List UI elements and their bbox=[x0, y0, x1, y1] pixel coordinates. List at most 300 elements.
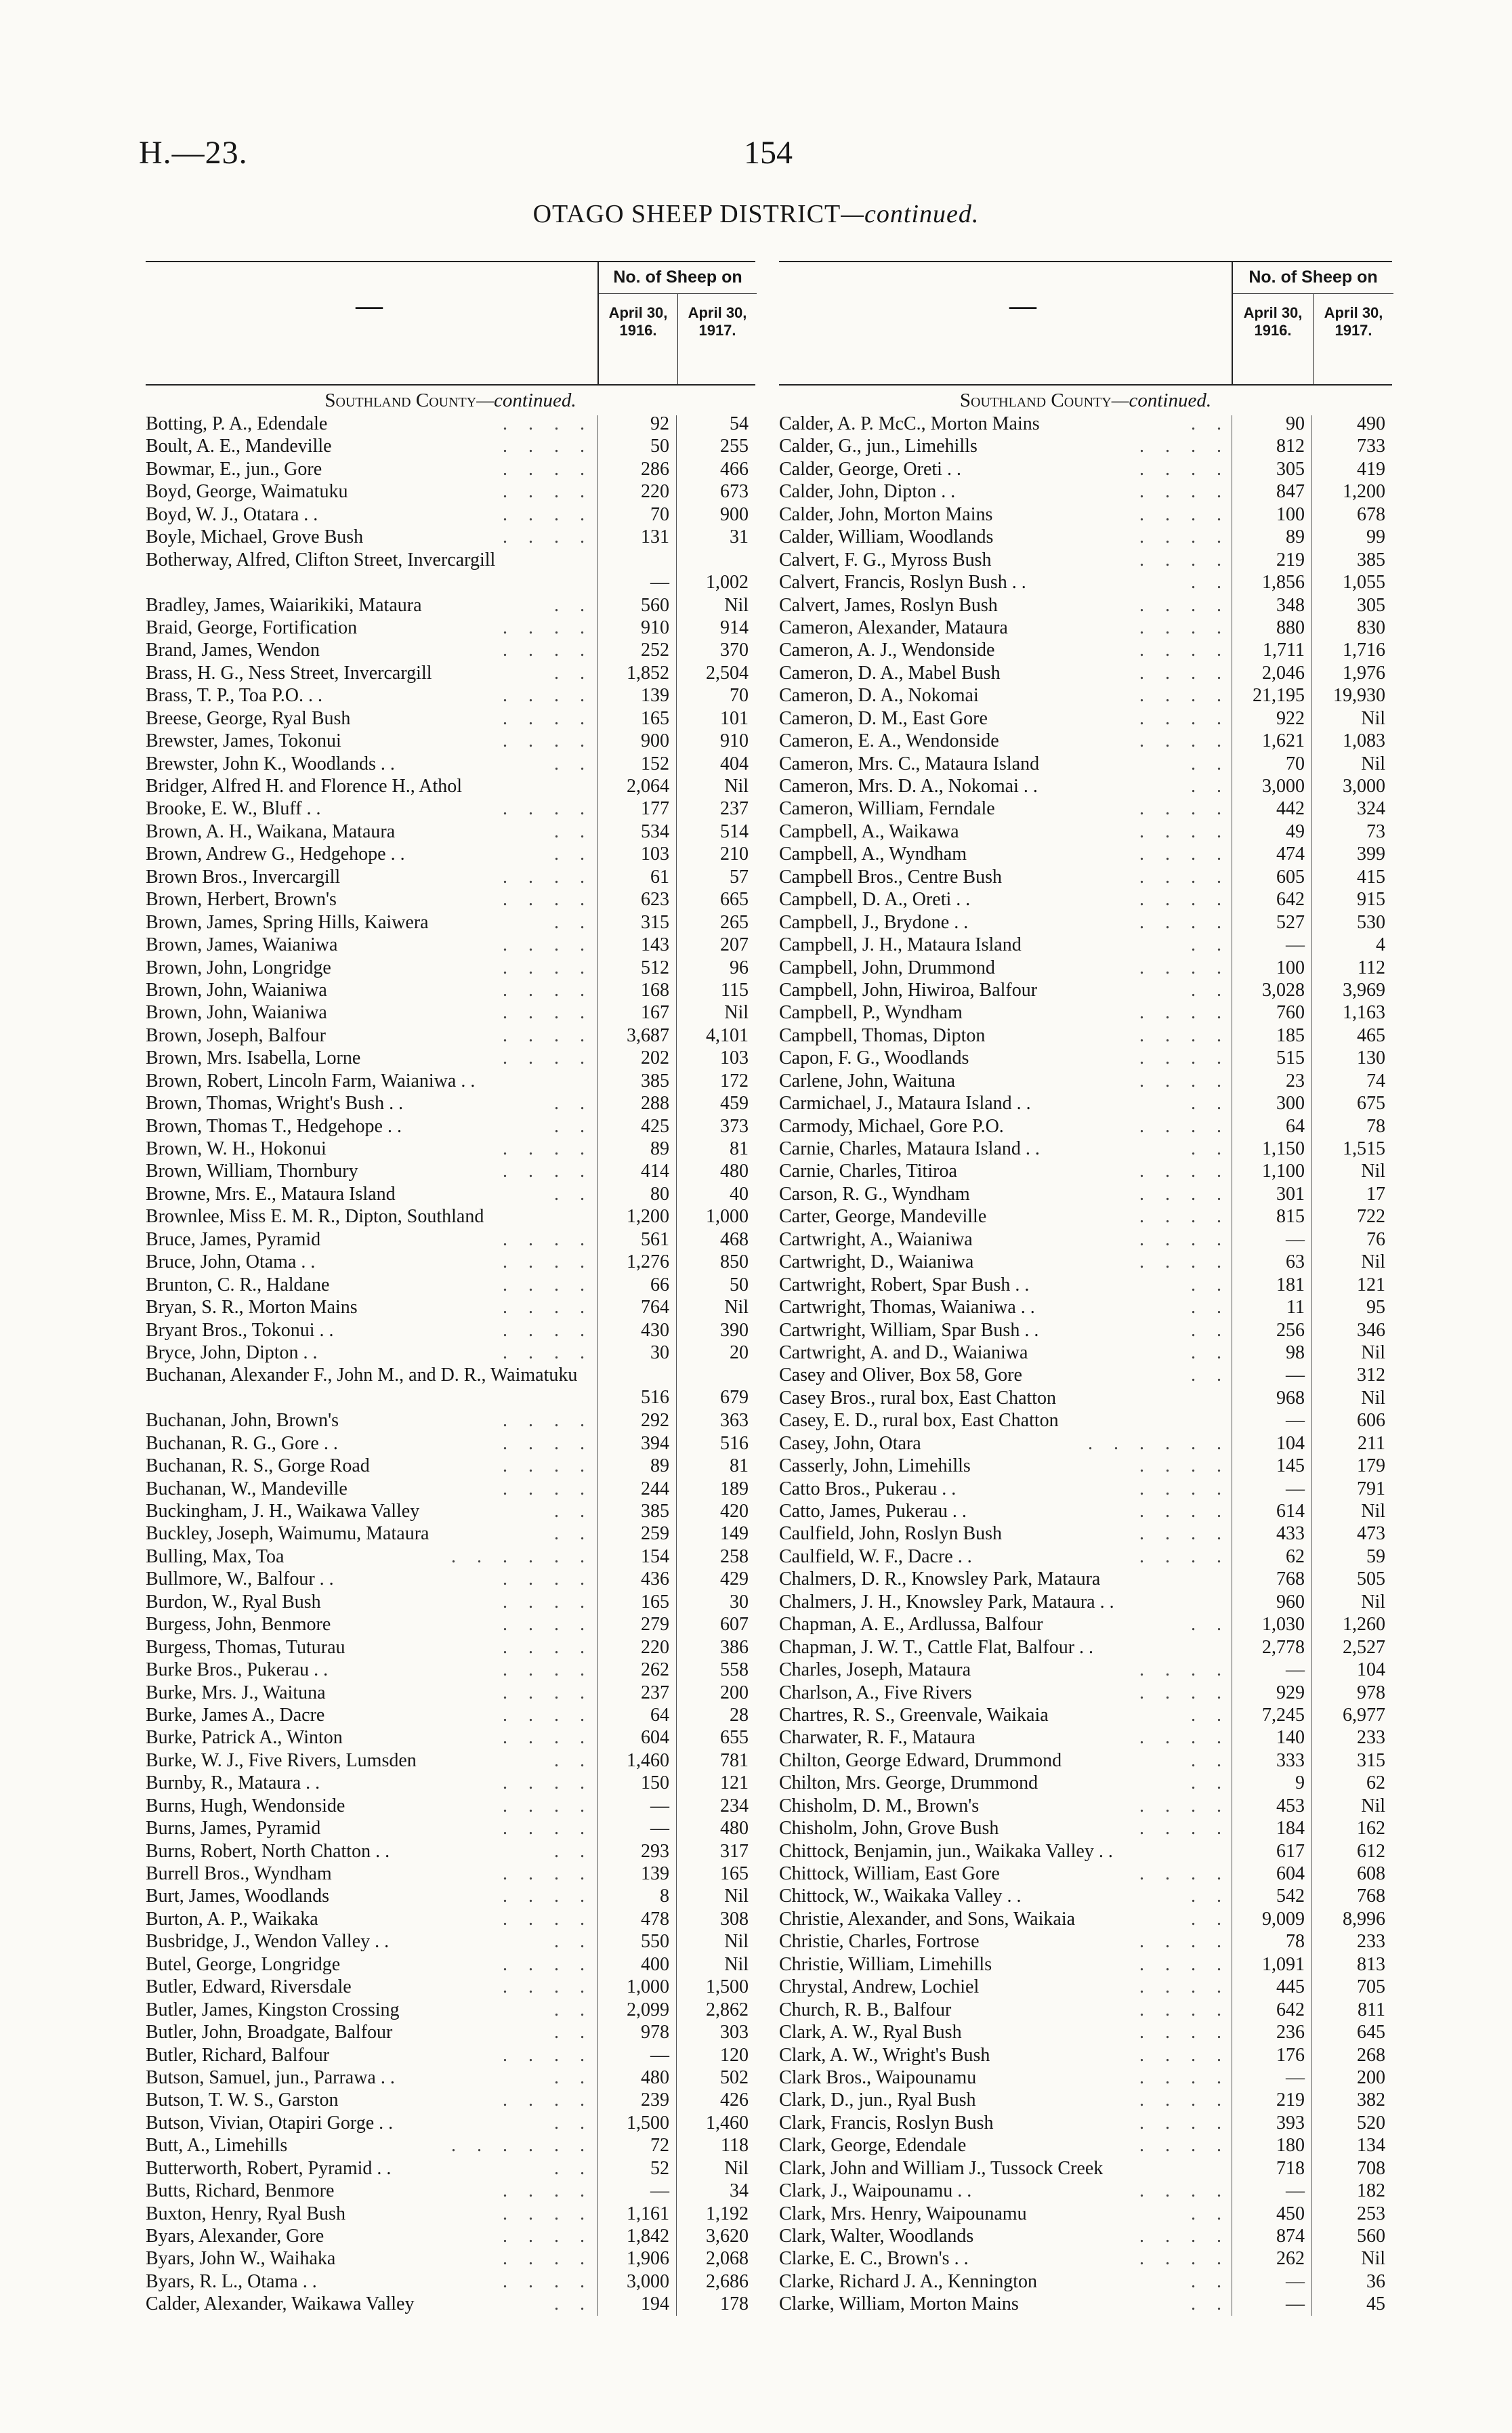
table-row bbox=[779, 1930, 1392, 1953]
sheep-1917-value: 253 bbox=[1357, 2203, 1385, 2224]
holder-name: Cameron, Mrs. D. A., Nokomai . . bbox=[779, 776, 1038, 797]
table-row bbox=[779, 2112, 1392, 2134]
sheep-1917-value: 645 bbox=[1357, 2022, 1385, 2043]
table-row bbox=[779, 1160, 1392, 1182]
sheep-1916-value: 3,687 bbox=[627, 1024, 669, 1046]
holder-name: Cameron, E. A., Wendonside bbox=[779, 730, 999, 752]
sheep-1916-value: 3,028 bbox=[1262, 979, 1305, 1001]
sheep-1917-value: 96 bbox=[730, 957, 749, 978]
holder-name: Chittock, William, East Gore bbox=[779, 1863, 1000, 1884]
leader-dots: . . bbox=[554, 1093, 593, 1115]
sheep-1916-value: — bbox=[650, 2180, 669, 2202]
holder-name: Calder, George, Oreti . . bbox=[779, 458, 961, 480]
sheep-1917-value: 1,460 bbox=[706, 2112, 749, 2134]
sheep-1916-value: 177 bbox=[641, 798, 669, 820]
sheep-1916-value: 1,091 bbox=[1262, 1953, 1305, 1975]
sheep-1916-value: 623 bbox=[641, 889, 669, 911]
holder-name: Campbell, John, Hiwiroa, Balfour bbox=[779, 979, 1038, 1001]
sheep-1917-value: 234 bbox=[720, 1795, 749, 1816]
table-row bbox=[146, 2134, 755, 2157]
sheep-1916-value: 604 bbox=[1276, 1863, 1305, 1884]
sheep-1916-value: 1,000 bbox=[627, 1976, 669, 1998]
sheep-1916-value: 1,161 bbox=[627, 2203, 669, 2224]
table-row bbox=[146, 1726, 755, 1749]
section-heading: Southland County—continued. bbox=[324, 390, 576, 411]
leader-dots: . . . . bbox=[1139, 1047, 1230, 1069]
leader-dots: . . . . bbox=[503, 436, 593, 457]
table-row bbox=[779, 1455, 1392, 1477]
holder-name: Browne, Mrs. E., Mataura Island bbox=[146, 1183, 396, 1205]
sheep-1916-value: 534 bbox=[641, 820, 669, 842]
holder-name: Campbell, A., Wyndham bbox=[779, 844, 967, 865]
holder-name: Church, R. B., Balfour bbox=[779, 1999, 952, 2020]
table-row bbox=[146, 730, 755, 752]
leader-dots: . . . . bbox=[1139, 1206, 1230, 1228]
table-row bbox=[146, 2157, 755, 2180]
sheep-1917-value: 346 bbox=[1357, 1319, 1385, 1341]
table-row bbox=[779, 2066, 1392, 2089]
sheep-1917-value: 6,977 bbox=[1343, 1704, 1385, 1726]
table-row bbox=[146, 2293, 755, 2315]
sheep-1917-value: 172 bbox=[720, 1070, 749, 1091]
sheep-1917-value: 34 bbox=[730, 2180, 749, 2202]
sheep-1916-value: 104 bbox=[1276, 1432, 1305, 1454]
sheep-1916-value: 560 bbox=[641, 594, 669, 616]
table-row bbox=[146, 526, 755, 548]
table-row bbox=[146, 1522, 755, 1545]
sheep-1916-value: 1,030 bbox=[1262, 1614, 1305, 1636]
holder-name: Bryant Bros., Tokonui . . bbox=[146, 1319, 334, 1341]
holder-name: Calder, John, Morton Mains bbox=[779, 503, 993, 525]
sheep-1916-value: 425 bbox=[641, 1115, 669, 1137]
holder-name: Christie, Alexander, and Sons, Waikaia bbox=[779, 1908, 1076, 1930]
sheep-1917-value: 178 bbox=[720, 2293, 749, 2315]
holder-name: Caulfield, John, Roslyn Bush bbox=[779, 1523, 1003, 1545]
sheep-1916-value: 847 bbox=[1276, 481, 1305, 503]
table-row bbox=[146, 549, 755, 594]
leader-dots: . . . . bbox=[1139, 640, 1230, 661]
leader-dots: . . . . bbox=[1139, 1070, 1230, 1091]
leader-dots: . . . . bbox=[503, 1704, 593, 1726]
sheep-1916-value: 237 bbox=[641, 1682, 669, 1703]
sheep-1916-value: 165 bbox=[641, 707, 669, 729]
sheep-1917-value: 404 bbox=[720, 753, 749, 774]
sheep-1917-value: 20 bbox=[730, 1342, 749, 1363]
sheep-1917-value: 233 bbox=[1357, 1931, 1385, 1953]
holder-name: Bullmore, W., Balfour . . bbox=[146, 1568, 334, 1590]
leader-dots: . . bbox=[1191, 979, 1230, 1001]
sheep-1917-value: 382 bbox=[1357, 2089, 1385, 2111]
leader-dots: . . bbox=[554, 1501, 593, 1522]
sheep-1917-value: 813 bbox=[1357, 1953, 1385, 1975]
leader-dots: . . . . bbox=[503, 1455, 593, 1477]
holder-name: Butts, Richard, Benmore bbox=[146, 2180, 335, 2202]
leader-dots: . . . . bbox=[1139, 1976, 1230, 1998]
holder-name: Chilton, George Edward, Drummond bbox=[779, 1749, 1062, 1771]
table-row bbox=[146, 1704, 755, 1726]
table-row bbox=[146, 1047, 755, 1069]
sheep-1917-value: 363 bbox=[720, 1410, 749, 1432]
sheep-1916-value: 262 bbox=[641, 1659, 669, 1681]
holder-name: Burns, Hugh, Wendonside bbox=[146, 1795, 345, 1816]
leader-dots: . . . . bbox=[503, 889, 593, 911]
sheep-1916-value: 185 bbox=[1276, 1024, 1305, 1046]
table-row bbox=[146, 888, 755, 911]
table-row bbox=[779, 1274, 1392, 1296]
sheep-1916-value: — bbox=[1286, 1478, 1305, 1499]
sheep-1916-value: 880 bbox=[1276, 617, 1305, 638]
sheep-1916-value: 1,842 bbox=[627, 2226, 669, 2247]
holder-name: Clarke, E. C., Brown's . . bbox=[779, 2248, 969, 2270]
holder-name: Carnie, Charles, Titiroa bbox=[779, 1161, 957, 1182]
sheep-1917-value: 733 bbox=[1357, 436, 1385, 457]
sheep-1916-value: 92 bbox=[650, 413, 669, 434]
table-row bbox=[779, 2021, 1392, 2043]
sheep-1916-value: 516 bbox=[641, 1387, 669, 1409]
sheep-1917-value: 36 bbox=[1366, 2270, 1385, 2292]
holder-name: Bruce, James, Pyramid bbox=[146, 1228, 321, 1250]
holder-name: Clarke, William, Morton Mains bbox=[779, 2293, 1019, 2315]
holder-name: Chalmers, J. H., Knowsley Park, Mataura . . bbox=[779, 1591, 1114, 1613]
table-row bbox=[779, 1500, 1392, 1522]
table-row bbox=[146, 843, 755, 865]
holder-name: Chapman, A. E., Ardlussa, Balfour bbox=[779, 1614, 1043, 1636]
sheep-1917-value: 560 bbox=[1357, 2226, 1385, 2247]
table-row bbox=[779, 2225, 1392, 2247]
holder-name: Cartwright, Thomas, Waianiwa . . bbox=[779, 1297, 1035, 1318]
sheep-1916-value: 1,852 bbox=[627, 662, 669, 684]
table-row bbox=[779, 1432, 1392, 1455]
leader-dots: . . . . bbox=[1139, 730, 1230, 752]
holder-name: Brown, Thomas T., Hedgehope . . bbox=[146, 1115, 402, 1137]
table-row bbox=[146, 1908, 755, 1930]
table-row bbox=[146, 1636, 755, 1659]
leader-dots: . . . . bbox=[503, 1024, 593, 1046]
sheep-1916-value: 181 bbox=[1276, 1274, 1305, 1295]
sheep-1916-value: 64 bbox=[1286, 1115, 1305, 1137]
leader-dots: . . bbox=[554, 1840, 593, 1862]
sheep-1917-value: 31 bbox=[730, 526, 749, 548]
leader-dots: . . . . bbox=[503, 1614, 593, 1636]
sheep-1917-value: 480 bbox=[720, 1161, 749, 1182]
sheep-1917-value: 3,969 bbox=[1343, 979, 1385, 1001]
leader-dots: . . bbox=[554, 662, 593, 684]
title-suffix: —continued. bbox=[841, 200, 980, 228]
leader-dots: . . . . bbox=[1139, 1953, 1230, 1975]
leader-dots: . . . . bbox=[1139, 1002, 1230, 1024]
table-row bbox=[779, 1205, 1392, 1228]
sheep-1916-value: 1,150 bbox=[1262, 1138, 1305, 1159]
sheep-1916-value: 1,100 bbox=[1262, 1161, 1305, 1182]
holder-name: Christie, Charles, Fortrose bbox=[779, 1931, 980, 1953]
sheep-1917-value: 386 bbox=[720, 1636, 749, 1658]
sheep-1917-value: 612 bbox=[1357, 1840, 1385, 1862]
holder-name: Cameron, Alexander, Mataura bbox=[779, 617, 1008, 638]
sheep-1917-value: 915 bbox=[1357, 889, 1385, 911]
sheep-1917-value: 8,996 bbox=[1343, 1908, 1385, 1930]
sheep-1916-value: 219 bbox=[1276, 2089, 1305, 2111]
sheep-1917-value: 130 bbox=[1357, 1047, 1385, 1069]
holder-name: Botherway, Alfred, Clifton Street, Invercargill bbox=[146, 549, 496, 570]
holder-name: Caulfield, W. F., Dacre . . bbox=[779, 1545, 972, 1567]
holder-name: Clark, Walter, Woodlands bbox=[779, 2226, 974, 2247]
holder-name: Clark Bros., Waipounamu bbox=[779, 2066, 977, 2088]
holder-name: Buchanan, John, Brown's bbox=[146, 1410, 339, 1432]
holder-name: Brown, Mrs. Isabella, Lorne bbox=[146, 1047, 361, 1069]
leader-dots: . . . . bbox=[503, 798, 593, 820]
sheep-1916-value: 1,711 bbox=[1263, 640, 1305, 661]
title-main: OTAGO SHEEP DISTRICT bbox=[532, 200, 841, 228]
holder-name: Chrystal, Andrew, Lochiel bbox=[779, 1976, 980, 1998]
sheep-1916-value: 445 bbox=[1276, 1976, 1305, 1998]
leader-dots: . . . . bbox=[1139, 1795, 1230, 1816]
sheep-1917-value: 373 bbox=[720, 1115, 749, 1137]
leader-dots: . . . . bbox=[1139, 2180, 1230, 2202]
holder-name: Brass, H. G., Ness Street, Invercargill bbox=[146, 662, 432, 684]
sheep-1916-value: 385 bbox=[641, 1501, 669, 1522]
holder-name: Brown, William, Thornbury bbox=[146, 1161, 358, 1182]
sheep-1917-value: 1,192 bbox=[706, 2203, 749, 2224]
sheep-1916-value: 49 bbox=[1286, 820, 1305, 842]
sheep-1916-value: 480 bbox=[641, 2066, 669, 2088]
sheep-1916-value: 450 bbox=[1276, 2203, 1305, 2224]
sheep-1917-value: 490 bbox=[1357, 413, 1385, 434]
leader-dots: . . . . bbox=[1139, 1931, 1230, 1953]
sheep-1917-value: 28 bbox=[730, 1704, 749, 1726]
leader-dots: . . . . bbox=[1139, 503, 1230, 525]
col-1916-header: April 30, 1916. bbox=[608, 304, 668, 339]
sheep-1916-value: 236 bbox=[1276, 2022, 1305, 2043]
sheep-count-title: No. of Sheep on bbox=[613, 268, 742, 287]
holder-name: Catto Bros., Pukerau . . bbox=[779, 1478, 957, 1499]
sheep-1916-value: 98 bbox=[1286, 1342, 1305, 1363]
sheep-1917-value: 59 bbox=[1366, 1545, 1385, 1567]
table-row bbox=[146, 1001, 755, 1024]
sheep-1917-value: 608 bbox=[1357, 1863, 1385, 1884]
sheep-1916-value: 301 bbox=[1276, 1183, 1305, 1205]
leader-dots: . . . . bbox=[503, 1568, 593, 1590]
holder-name: Brown, Andrew G., Hedgehope . . bbox=[146, 844, 405, 865]
sheep-1916-value: 430 bbox=[641, 1319, 669, 1341]
sheep-1916-value: 385 bbox=[641, 1070, 669, 1091]
sheep-1916-value: 874 bbox=[1276, 2226, 1305, 2247]
holder-name: Boyle, Michael, Grove Bush bbox=[146, 526, 364, 548]
sheep-1916-value: 293 bbox=[641, 1840, 669, 1862]
sheep-1916-value: 139 bbox=[641, 1863, 669, 1885]
table-row bbox=[779, 1795, 1392, 1817]
leader-dots: . . bbox=[1191, 776, 1230, 797]
holder-name: Burnby, R., Mataura . . bbox=[146, 1772, 320, 1794]
leader-dots: . . . . bbox=[503, 1772, 593, 1794]
leader-dots: . . . . bbox=[503, 2180, 593, 2202]
holder-name: Catto, James, Pukerau . . bbox=[779, 1501, 967, 1522]
sheep-1916-value: — bbox=[650, 1818, 669, 1839]
holder-name: Cartwright, D., Waianiwa bbox=[779, 1251, 974, 1273]
table-row bbox=[146, 1364, 755, 1409]
holder-name: Burke Bros., Pukerau . . bbox=[146, 1659, 329, 1681]
table-row bbox=[779, 1772, 1392, 1794]
sheep-1916-value: — bbox=[1286, 2270, 1305, 2292]
holder-name: Calder, A. P. McC., Morton Mains bbox=[779, 413, 1040, 434]
table-row bbox=[146, 1817, 755, 1839]
table-row bbox=[779, 1138, 1392, 1160]
sheep-1917-value: Nil bbox=[724, 1931, 749, 1953]
table-row bbox=[146, 1930, 755, 1953]
holder-name: Clark, A. W., Wright's Bush bbox=[779, 2044, 990, 2066]
holder-name: Burke, Mrs. J., Waituna bbox=[146, 1682, 326, 1703]
sheep-1916-value: — bbox=[1286, 1410, 1305, 1432]
sheep-1916-value: 394 bbox=[641, 1432, 669, 1454]
sheep-1916-value: 262 bbox=[1276, 2248, 1305, 2270]
sheep-1916-value: — bbox=[650, 1795, 669, 1816]
holder-name: Brewster, John K., Woodlands . . bbox=[146, 753, 395, 774]
sheep-1917-value: 81 bbox=[730, 1455, 749, 1477]
table-body bbox=[779, 388, 1392, 2316]
sheep-1917-value: Nil bbox=[1361, 1795, 1385, 1816]
table-row bbox=[779, 1545, 1392, 1568]
table-row bbox=[146, 1342, 755, 1364]
holder-name: Boyd, George, Waimatuku bbox=[146, 481, 348, 503]
sheep-1917-value: Nil bbox=[724, 1886, 749, 1907]
sheep-1917-value: Nil bbox=[1361, 2248, 1385, 2270]
table-row bbox=[146, 1092, 755, 1115]
leader-dots: . . . . bbox=[1139, 1659, 1230, 1681]
sheep-1916-value: 139 bbox=[641, 685, 669, 707]
holder-name: Cartwright, A., Waianiwa bbox=[779, 1228, 973, 1250]
sheep-1917-value: 607 bbox=[720, 1614, 749, 1636]
sheep-1916-value: 453 bbox=[1276, 1795, 1305, 1816]
holder-name: Cameron, D. A., Nokomai bbox=[779, 685, 979, 707]
table-row bbox=[779, 911, 1392, 934]
table-row bbox=[146, 1251, 755, 1273]
leader-dots: . . . . bbox=[503, 1682, 593, 1703]
sheep-1916-value: 348 bbox=[1276, 594, 1305, 616]
sheep-1917-value: 606 bbox=[1357, 1410, 1385, 1432]
sheep-1917-value: 78 bbox=[1366, 1115, 1385, 1137]
table-row bbox=[146, 1500, 755, 1522]
leader-dots: . . . . bbox=[503, 979, 593, 1001]
sheep-1916-value: 288 bbox=[641, 1093, 669, 1115]
col-1916-header: April 30, 1916. bbox=[1243, 304, 1303, 339]
leader-dots: . . . . bbox=[503, 1319, 593, 1341]
table-row bbox=[779, 1183, 1392, 1205]
leader-dots: . . bbox=[1191, 1274, 1230, 1295]
table-row bbox=[779, 1001, 1392, 1024]
leader-dots: . . . . bbox=[503, 413, 593, 434]
sheep-1917-value: 315 bbox=[1357, 1749, 1385, 1771]
sheep-1916-value: 80 bbox=[650, 1183, 669, 1205]
sheep-1916-value: 202 bbox=[641, 1047, 669, 1069]
sheep-1916-value: 72 bbox=[650, 2135, 669, 2157]
sheep-1917-value: 768 bbox=[1357, 1886, 1385, 1907]
sheep-1917-value: 914 bbox=[720, 617, 749, 638]
sheep-1916-value: 100 bbox=[1276, 503, 1305, 525]
sheep-1916-value: 812 bbox=[1276, 436, 1305, 457]
table-row bbox=[779, 2180, 1392, 2202]
sheep-1916-value: 61 bbox=[650, 866, 669, 888]
sheep-1916-value: 131 bbox=[641, 526, 669, 548]
holder-name: Bowmar, E., jun., Gore bbox=[146, 458, 322, 480]
sheep-1916-value: 11 bbox=[1286, 1297, 1305, 1318]
leader-dots: . . . . bbox=[1139, 2112, 1230, 2134]
holder-name: Brown, W. H., Hokonui bbox=[146, 1138, 327, 1160]
holder-name: Boyd, W. J., Otatara . . bbox=[146, 503, 318, 525]
sheep-1916-value: 2,099 bbox=[627, 1999, 669, 2020]
sheep-1917-value: 74 bbox=[1366, 1070, 1385, 1091]
sheep-1917-value: 1,000 bbox=[706, 1206, 749, 1228]
leader-dots: . . bbox=[1191, 1614, 1230, 1636]
sheep-1917-value: 558 bbox=[720, 1659, 749, 1681]
table-row bbox=[779, 1364, 1392, 1386]
table-row bbox=[779, 2134, 1392, 2157]
holder-name: Cameron, William, Ferndale bbox=[779, 798, 995, 820]
sheep-1917-value: 791 bbox=[1357, 1478, 1385, 1499]
sheep-1917-value: 415 bbox=[1357, 866, 1385, 888]
leader-dots: . . . . bbox=[1139, 1115, 1230, 1137]
sheep-1917-value: 19,930 bbox=[1333, 685, 1385, 707]
leader-dots: . . . . bbox=[503, 1818, 593, 1839]
holder-name: Buckingham, J. H., Waikawa Valley bbox=[146, 1501, 420, 1522]
holder-name: Bulling, Max, Toa bbox=[146, 1545, 285, 1567]
sheep-1917-value: 830 bbox=[1357, 617, 1385, 638]
table-row bbox=[779, 662, 1392, 684]
holder-name: Clark, Francis, Roslyn Bush bbox=[779, 2112, 994, 2134]
table-row bbox=[146, 662, 755, 684]
holder-name: Chartres, R. S., Greenvale, Waikaia bbox=[779, 1704, 1049, 1726]
leader-dots: . . bbox=[554, 1183, 593, 1205]
leader-dots: . . . . bbox=[503, 1047, 593, 1069]
holder-name: Burns, Robert, North Chatton . . bbox=[146, 1840, 390, 1862]
holder-name: Campbell, John, Drummond bbox=[779, 957, 995, 978]
sheep-1917-value: 200 bbox=[720, 1682, 749, 1703]
leader-dots: . . bbox=[554, 820, 593, 842]
sheep-1917-value: 268 bbox=[1357, 2044, 1385, 2066]
sheep-1916-value: 614 bbox=[1276, 1501, 1305, 1522]
leader-dots: . . . . bbox=[503, 481, 593, 503]
sheep-1916-value: 52 bbox=[650, 2157, 669, 2179]
holder-name: Clark, George, Edendale bbox=[779, 2135, 967, 2157]
leader-dots: . . . . bbox=[1139, 481, 1230, 503]
holder-name: Chisholm, D. M., Brown's bbox=[779, 1795, 980, 1816]
table-row bbox=[146, 1296, 755, 1318]
table-row bbox=[146, 1228, 755, 1251]
name-column-header: — bbox=[1009, 290, 1036, 320]
table-row bbox=[146, 1024, 755, 1047]
table-row bbox=[779, 957, 1392, 979]
sheep-1916-value: 50 bbox=[650, 436, 669, 457]
sheep-1917-value: 1,055 bbox=[1343, 572, 1385, 594]
sheep-1917-value: 708 bbox=[1357, 2157, 1385, 2179]
leader-dots: . . . . bbox=[1139, 1251, 1230, 1273]
table-row bbox=[146, 684, 755, 707]
sheep-1916-value: 512 bbox=[641, 957, 669, 978]
table-row bbox=[779, 2247, 1392, 2270]
sheep-1917-value: 480 bbox=[720, 1818, 749, 1839]
sheep-1917-value: Nil bbox=[724, 776, 749, 797]
holder-name: Carlene, John, Waituna bbox=[779, 1070, 956, 1091]
sheep-1916-value: 1,500 bbox=[627, 2112, 669, 2134]
leader-dots: . . . . bbox=[503, 1953, 593, 1975]
leader-dots: . . . . bbox=[1139, 458, 1230, 480]
sheep-1916-value: 70 bbox=[650, 503, 669, 525]
sheep-1916-value: 968 bbox=[1276, 1387, 1305, 1409]
table-row bbox=[146, 413, 755, 435]
leader-dots: . . . . bbox=[503, 2044, 593, 2066]
holder-name: Campbell, J. H., Mataura Island bbox=[779, 934, 1022, 956]
leader-dots: . . . . bbox=[503, 640, 593, 661]
sheep-1916-value: 9 bbox=[1295, 1772, 1305, 1794]
page-number: 154 bbox=[744, 135, 793, 171]
